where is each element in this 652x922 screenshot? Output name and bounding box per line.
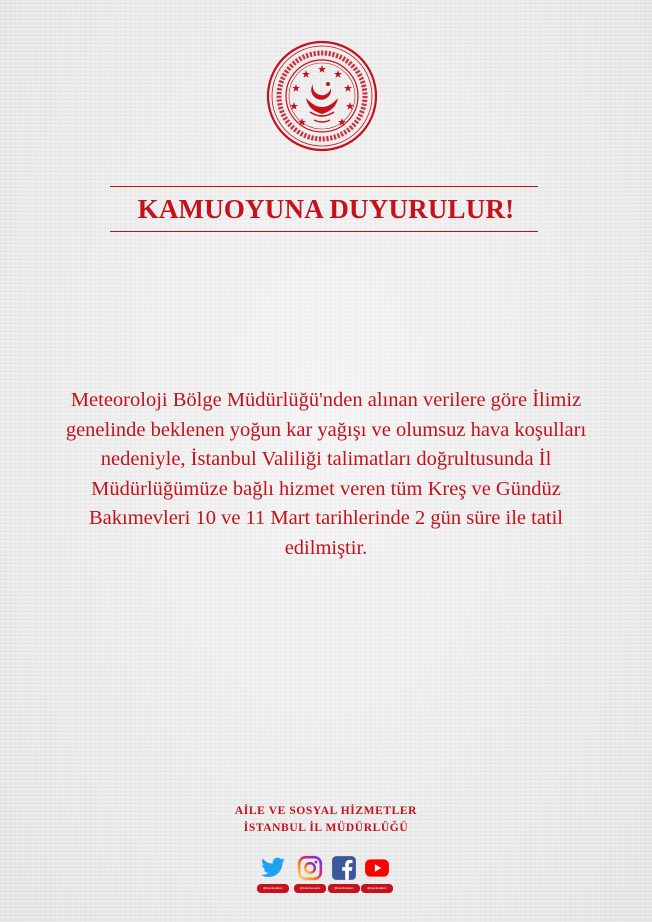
instagram-handle: @istanbul.asim (294, 884, 326, 893)
facebook-icon[interactable] (331, 855, 357, 881)
headline-top-rule (110, 186, 538, 187)
twitter-handle: @istanbulasim (257, 884, 289, 893)
facebook-handle: @istanbulasim (328, 884, 360, 893)
youtube-icon[interactable] (364, 855, 390, 881)
youtube-handle: @istanbulasim (361, 884, 393, 893)
twitter-icon[interactable] (260, 855, 286, 881)
headline-bottom-rule (110, 231, 538, 232)
announcement-body: Meteoroloji Bölge Müdürlüğü'nden alınan verilere göre İlimiz genelinde beklenen yoğun kar yağışı ve olumsuz hava koşulları nedeniyle, İstanbul Valiliği talimatları doğrultusunda İl Müdürlüğümüze bağlı hizmet veren tüm Kreş ve Gündüz Bakımevleri 10 ve 11 Mart tarihlerinde 2 gün süre ile tatil edilmiştir. (65, 389, 587, 559)
footer-org-line2: İSTANBUL İL MÜDÜRLÜĞÜ (243, 822, 409, 834)
announcement-headline: KAMUOYUNA DUYURULUR! (137, 194, 515, 224)
ministry-seal-logo (266, 40, 378, 152)
instagram-icon[interactable] (297, 855, 323, 881)
footer-org-line1: AİLE VE SOSYAL HİZMETLER (234, 805, 418, 817)
